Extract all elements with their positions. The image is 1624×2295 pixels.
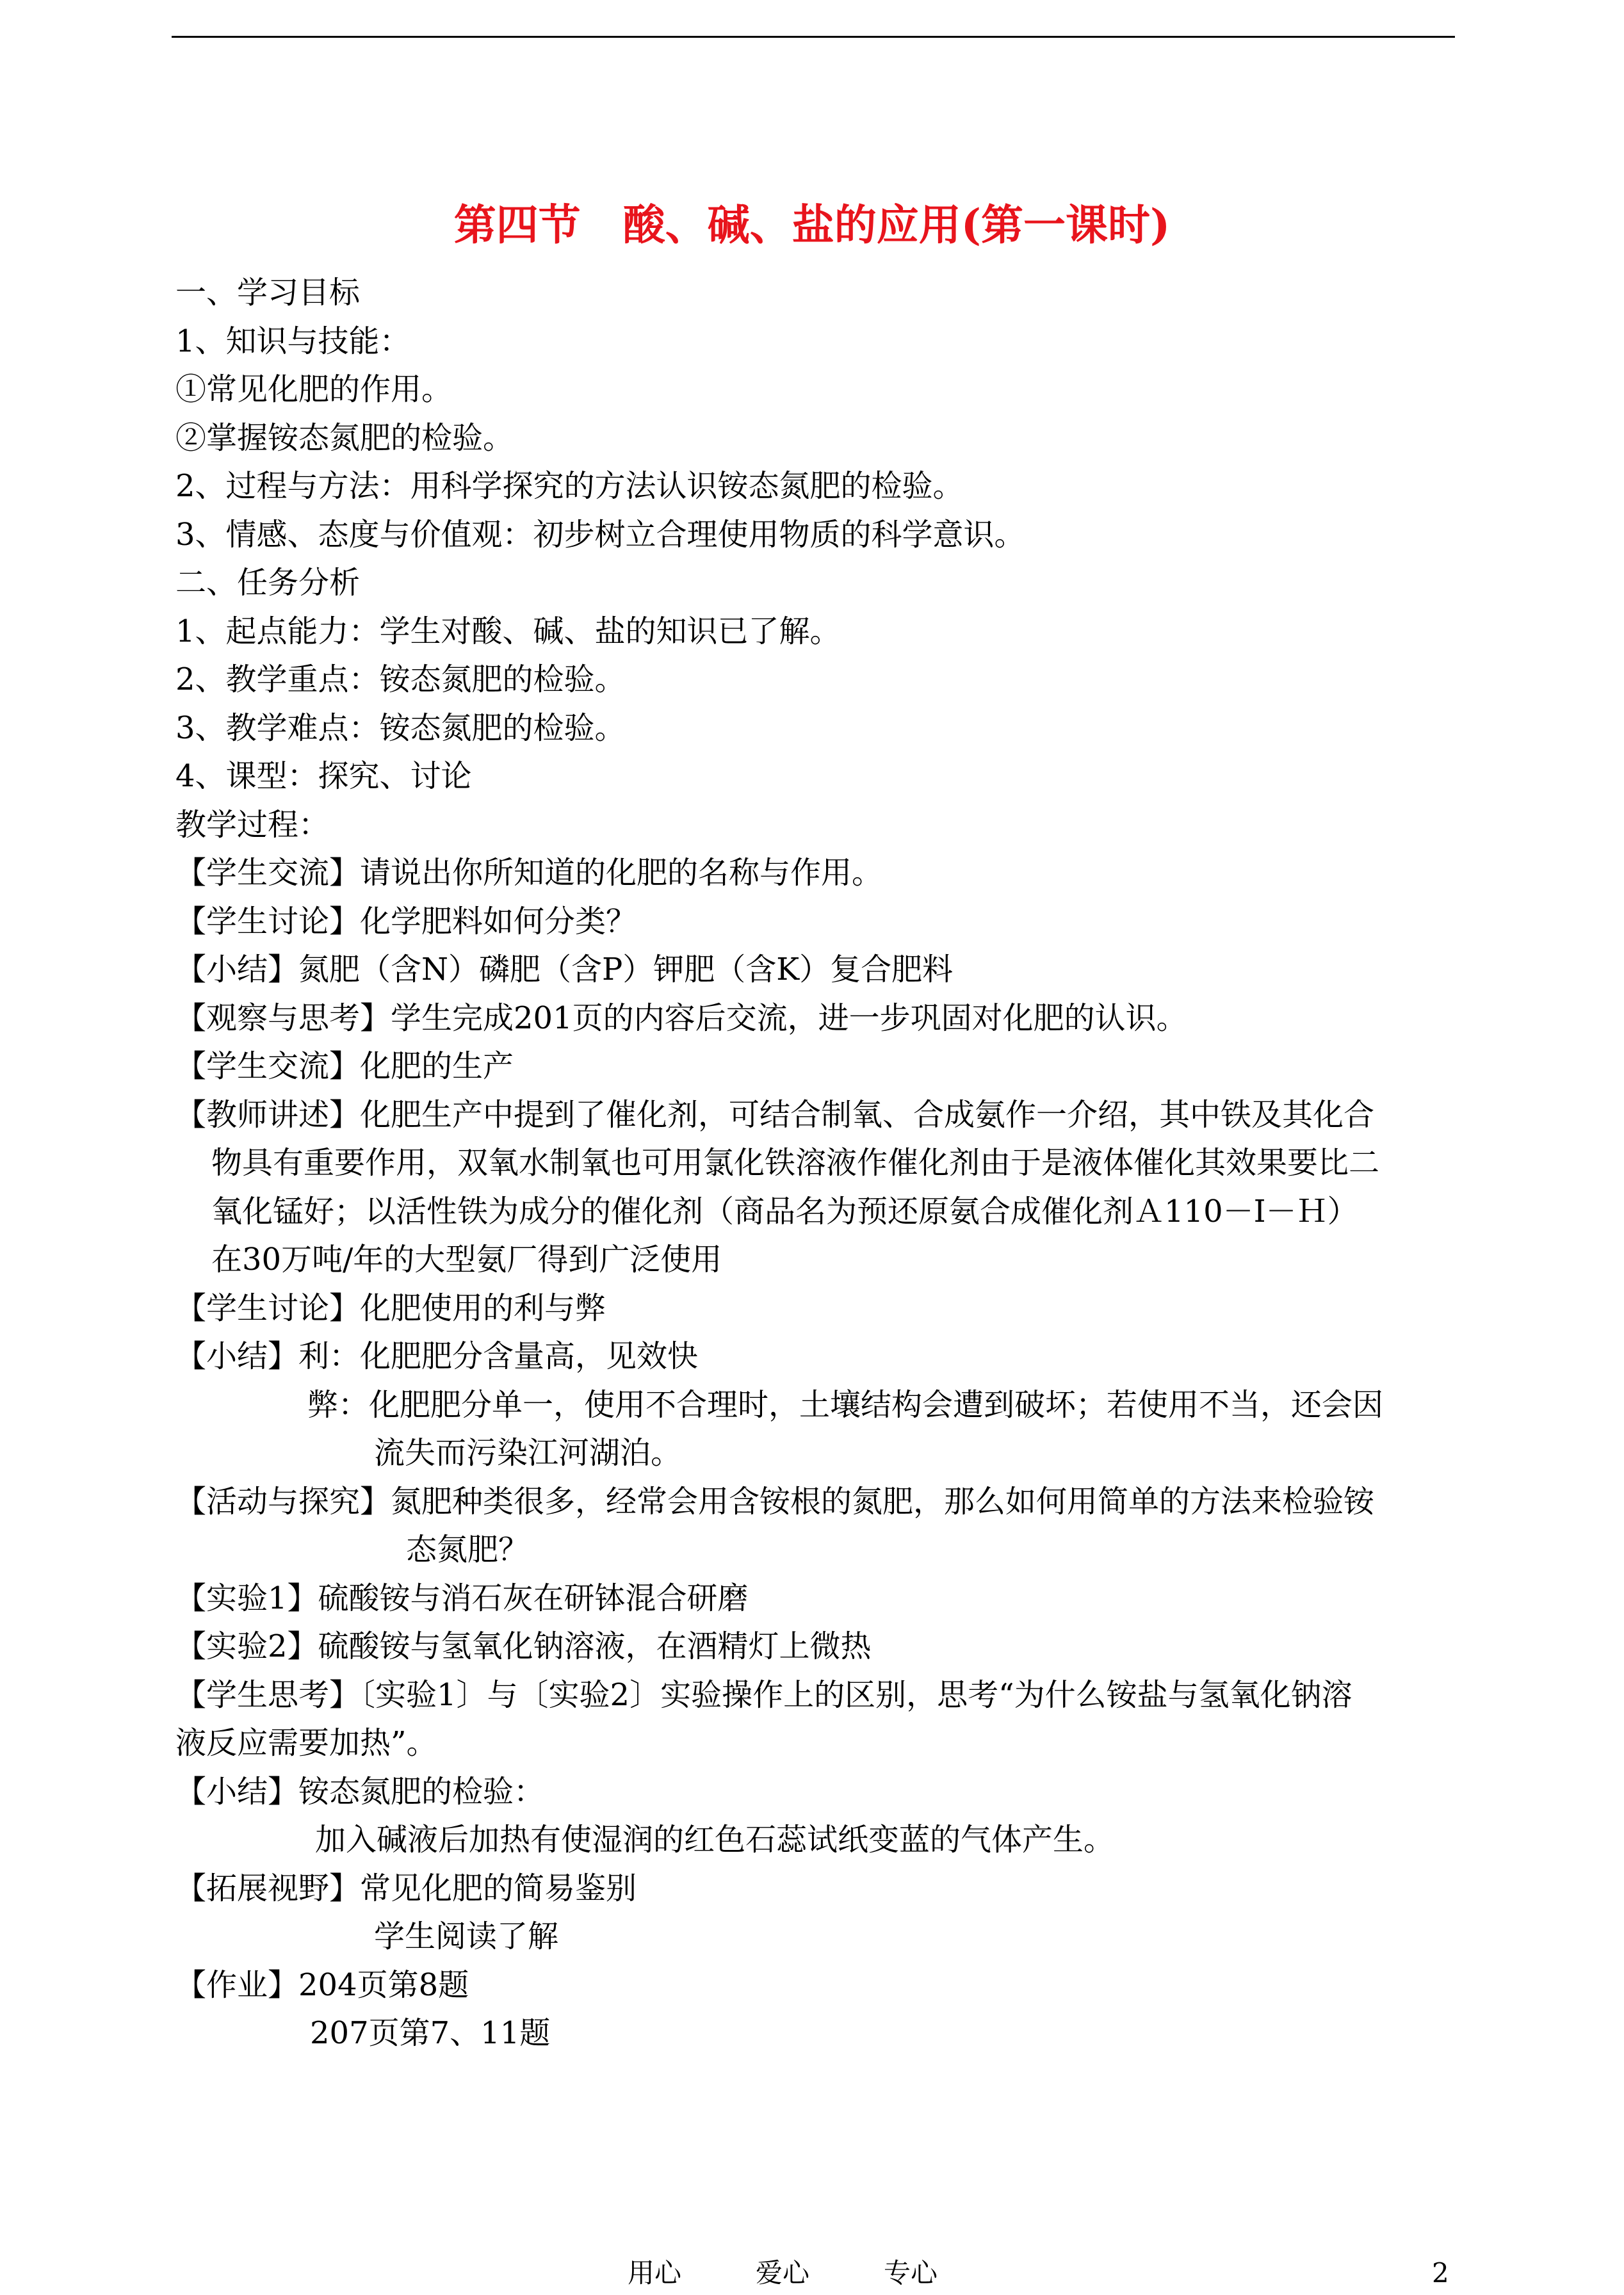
text-line: 一、学习目标 xyxy=(175,275,361,311)
text-line: 【教师讲述】化肥生产中提到了催化剂，可结合制氧、合成氨作一介绍，其中铁及其化合 xyxy=(175,1096,1375,1133)
text-line: 二、任务分析 xyxy=(175,565,361,601)
text-line: ②掌握铵态氮肥的检验。 xyxy=(175,419,514,456)
text-line: 4、课型：探究、讨论 xyxy=(175,758,472,794)
text-line: 1、起点能力：学生对酸、碱、盐的知识已了解。 xyxy=(175,613,841,649)
text-line: 【小结】铵态氮肥的检验： xyxy=(175,1773,545,1810)
page-title: 第四节 酸、碱、盐的应用(第一课时) xyxy=(453,200,1171,250)
text-line: 【学生讨论】化肥使用的利与弊 xyxy=(175,1290,606,1326)
footer-text: 用心 xyxy=(628,2257,682,2289)
text-line: 2、过程与方法：用科学探究的方法认识铵态氮肥的检验。 xyxy=(175,468,964,504)
text-line: 【拓展视野】常见化肥的简易鉴别 xyxy=(175,1870,637,1906)
text-line: 【学生思考】〔实验1〕与〔实验2〕实验操作上的区别，思考“为什么铵盐与氢氧化钠溶 xyxy=(175,1676,1352,1713)
text-line: 1、知识与技能： xyxy=(175,323,410,359)
text-line: 2、教学重点：铵态氮肥的检验。 xyxy=(175,661,626,697)
document-body xyxy=(175,269,1456,2058)
text-line: 【实验2】硫酸铵与氢氧化钠溶液，在酒精灯上微热 xyxy=(175,1628,872,1664)
text-line: 氧化锰好；以活性铁为成分的催化剂（商品名为预还原氨合成催化剂Ａ110－Ⅰ－Ｈ） xyxy=(211,1193,1358,1229)
text-line: 3、教学难点：铵态氮肥的检验。 xyxy=(175,710,626,746)
text-line: 学生阅读了解 xyxy=(374,1918,559,1954)
page-footer xyxy=(0,2254,1624,2292)
text-line: 【活动与探究】氮肥种类很多，经常会用含铵根的氮肥，那么如何用简单的方法来检验铵 xyxy=(175,1483,1375,1520)
text-line: 弊：化肥肥分单一，使用不合理时，土壤结构会遭到破坏；若使用不当，还会因 xyxy=(307,1386,1384,1423)
footer-text: 专心 xyxy=(884,2257,938,2289)
text-line: 【观察与思考】学生完成201页的内容后交流，进一步巩固对化肥的认识。 xyxy=(175,1000,1187,1036)
text-line: 教学过程： xyxy=(175,806,330,843)
text-line: 【小结】氮肥（含N）磷肥（含P）钾肥（含K）复合肥料 xyxy=(175,952,954,987)
text-line: 3、情感、态度与价值观：初步树立合理使用物质的科学意识。 xyxy=(175,516,1025,553)
text-line: 【学生交流】请说出你所知道的化肥的名称与作用。 xyxy=(175,855,883,891)
text-line: 【小结】利：化肥肥分含量高，见效快 xyxy=(175,1338,699,1374)
text-line: ①常见化肥的作用。 xyxy=(175,371,453,407)
text-line: 态氮肥？ xyxy=(406,1532,530,1568)
text-line: 流失而污染江河湖泊。 xyxy=(374,1435,682,1471)
footer-text: 爱心 xyxy=(756,2257,810,2289)
text-line: 207页第7、11题 xyxy=(310,2015,551,2051)
text-line: 在30万吨/年的大型氨厂得到广泛使用 xyxy=(211,1242,722,1277)
header-rule xyxy=(172,36,1455,38)
text-line: 加入碱液后加热有使湿润的红色石蕊试纸变蓝的气体产生。 xyxy=(315,1822,1115,1858)
page-number: 2 xyxy=(1432,2257,1449,2289)
text-line: 物具有重要作用，双氧水制氧也可用氯化铁溶液作催化剂由于是液体催化其效果要比二 xyxy=(211,1145,1380,1181)
text-line: 液反应需要加热”。 xyxy=(175,1725,437,1761)
text-line: 【实验1】硫酸铵与消石灰在研钵混合研磨 xyxy=(175,1580,749,1616)
text-line: 【学生交流】化肥的生产 xyxy=(175,1048,514,1084)
text-line: 【作业】204页第8题 xyxy=(175,1967,469,2003)
text-line: 【学生讨论】化学肥料如何分类？ xyxy=(175,903,637,939)
